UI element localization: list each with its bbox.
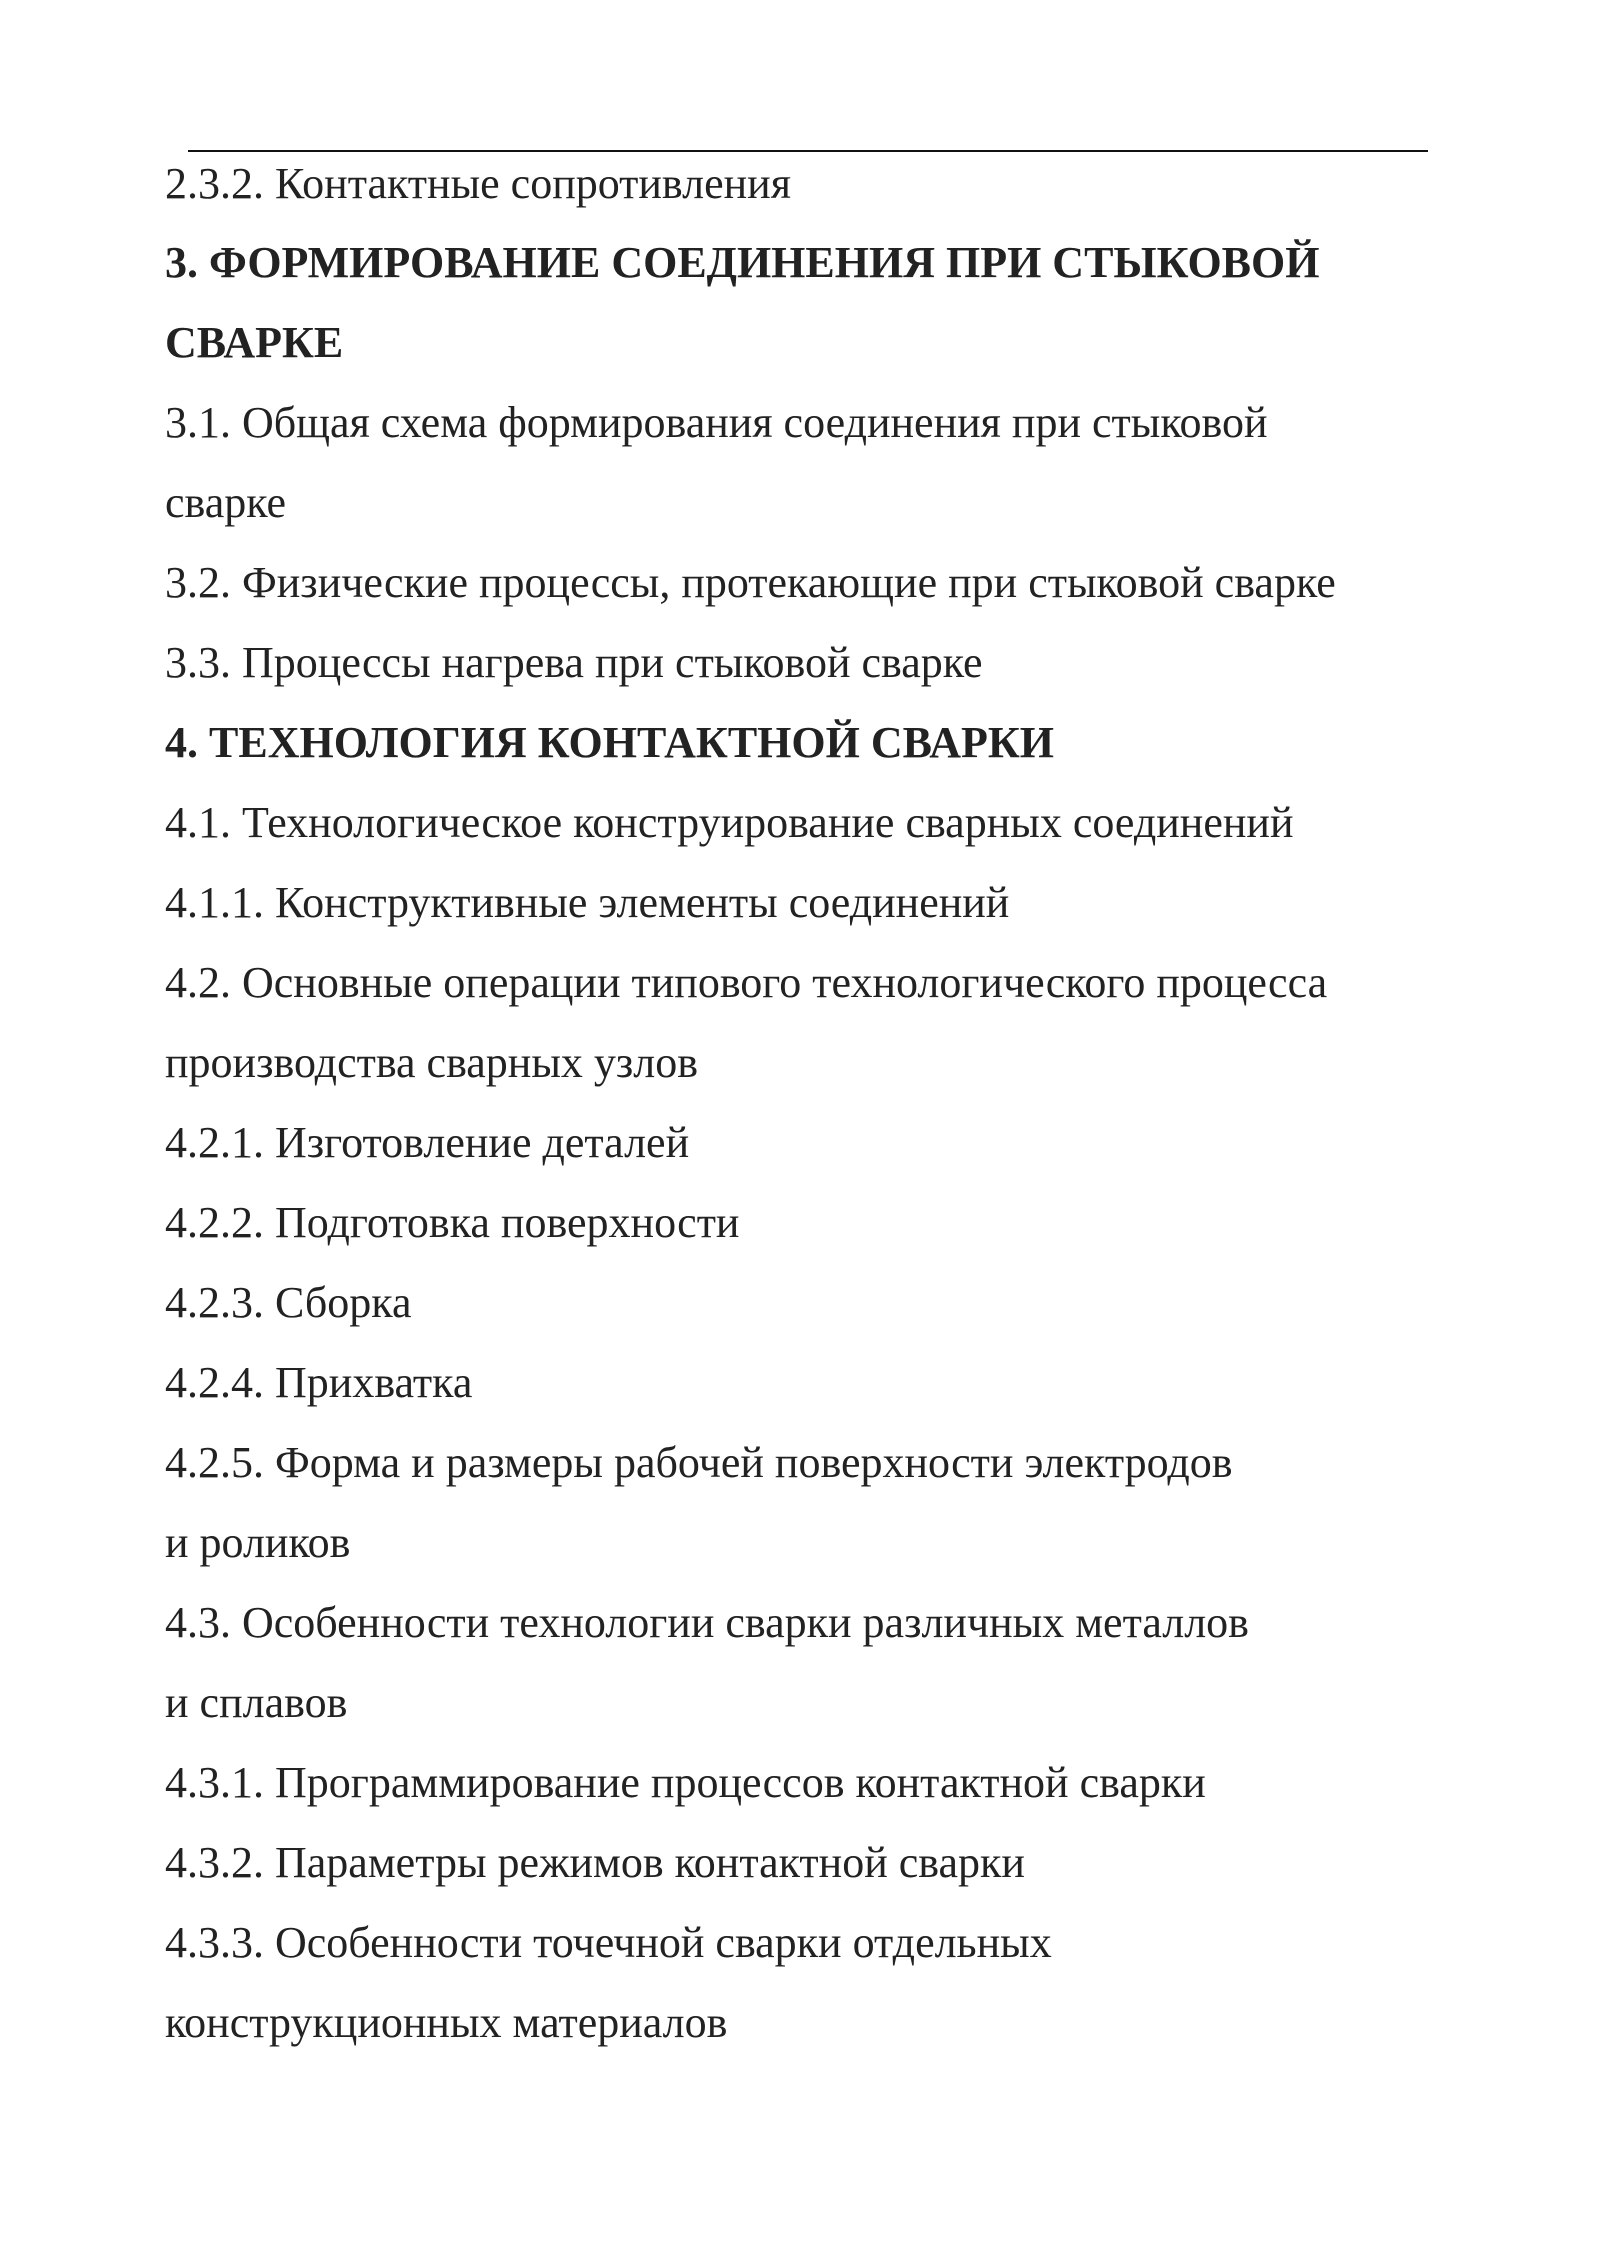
toc-entry-4-2-1: 4.2.1. Изготовление деталей bbox=[165, 1118, 690, 1167]
toc-entry-4-3-3: 4.3.3. Особенности точечной сварки отдельных bbox=[165, 1918, 1052, 1967]
toc-entry-4-2: 4.2. Основные операции типового технологического процесса bbox=[165, 958, 1328, 1007]
toc-entry-4-1-1: 4.1.1. Конструктивные элементы соединений bbox=[165, 878, 1010, 927]
toc-entry-4-2-5: 4.2.5. Форма и размеры рабочей поверхности электродов bbox=[165, 1438, 1233, 1487]
toc-entry-3-3: 3.3. Процессы нагрева при стыковой сварке bbox=[165, 638, 983, 687]
toc-entry-4-3-2: 4.3.2. Параметры режимов контактной сварки bbox=[165, 1838, 1025, 1887]
toc-entry-3-1-cont: сварке bbox=[165, 478, 287, 527]
toc-entry-2-3-2: 2.3.2. Контактные сопротивления bbox=[165, 159, 791, 208]
toc-entry-4-2-cont: производства сварных узлов bbox=[165, 1038, 699, 1087]
toc-entry-3-2: 3.2. Физические процессы, протекающие при стыковой сварке bbox=[165, 558, 1336, 607]
toc-heading-3: 3. ФОРМИРОВАНИЕ СОЕДИНЕНИЯ ПРИ СТЫКОВОЙ bbox=[165, 238, 1320, 287]
toc-heading-4: 4. ТЕХНОЛОГИЯ КОНТАКТНОЙ СВАРКИ bbox=[165, 718, 1054, 767]
toc-entry-3-1: 3.1. Общая схема формирования соединения при стыковой bbox=[165, 398, 1268, 447]
toc-entry-4-2-4: 4.2.4. Прихватка bbox=[165, 1358, 473, 1407]
toc-entry-4-3-cont: и сплавов bbox=[165, 1678, 348, 1727]
toc-entry-4-2-5-cont: и роликов bbox=[165, 1518, 351, 1567]
toc-entry-4-3: 4.3. Особенности технологии сварки различных металлов bbox=[165, 1598, 1249, 1647]
toc-entry-4-3-3-cont: конструкционных материалов bbox=[165, 1998, 728, 2047]
toc-heading-3-cont: СВАРКЕ bbox=[165, 318, 344, 367]
toc-entry-4-2-2: 4.2.2. Подготовка поверхности bbox=[165, 1198, 740, 1247]
toc-entry-4-3-1: 4.3.1. Программирование процессов контактной сварки bbox=[165, 1758, 1206, 1807]
top-rule bbox=[188, 150, 1428, 152]
toc-entry-4-1: 4.1. Технологическое конструирование сварных соединений bbox=[165, 798, 1294, 847]
toc-entry-4-2-3: 4.2.3. Сборка bbox=[165, 1278, 412, 1327]
